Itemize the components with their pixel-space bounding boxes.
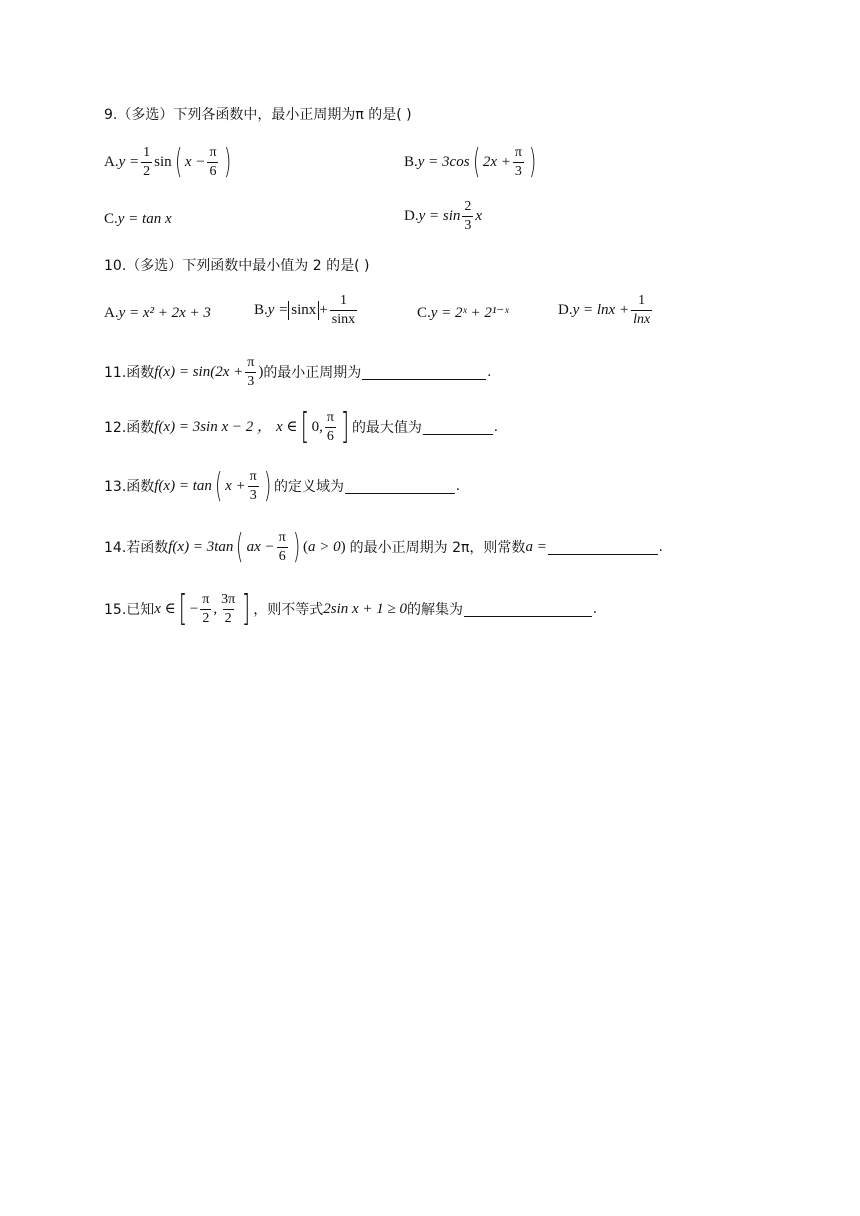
option-label: C. [104, 211, 118, 227]
option-label: D. [404, 208, 419, 224]
math-expr: x ∈ [276, 419, 298, 435]
bracket-right: ] [242, 588, 251, 630]
math-expr: x [475, 208, 483, 224]
q10-stem: 10.（多选）下列函数中最小值为 2 的是( ) [104, 258, 370, 274]
fraction: $\frac{\pi}{2}$ [202, 592, 210, 626]
math-expr: 2x + [482, 154, 511, 170]
q10-option-d [558, 294, 654, 327]
option-label: A. [104, 305, 119, 321]
paren-right: ) [340, 539, 346, 555]
fraction: $\frac{3\pi}{2}$ [221, 592, 236, 626]
math-expr: 0, [311, 419, 323, 435]
func-name: sin [154, 154, 172, 170]
math-expr: , [213, 601, 218, 617]
q10-option-c [417, 306, 509, 321]
paren-left: ( [214, 466, 223, 507]
math-expr: x ∈ [154, 601, 176, 617]
fraction: $\frac{\pi}{6}$ [326, 410, 334, 444]
math-expr: y = 3cos [417, 154, 470, 170]
question-prefix: 12.函数 [104, 419, 155, 436]
question-text: 的最小正周期为 [263, 364, 362, 381]
paren-left: ( [303, 539, 309, 555]
answer-blank[interactable] [362, 365, 486, 380]
option-label: D. [558, 302, 573, 318]
math-expr: 2sin x + 1 ≥ 0 [323, 601, 408, 617]
period: . [487, 364, 492, 380]
q9-option-b [404, 142, 539, 183]
answer-blank[interactable] [345, 479, 455, 494]
answer-blank[interactable] [423, 420, 493, 435]
q9-option-d [404, 200, 482, 233]
paren-right: ) [292, 527, 301, 568]
math-expr: y = tan x [117, 211, 172, 227]
answer-blank[interactable] [548, 540, 658, 555]
math-expr: y = lnx + [572, 302, 630, 318]
q10-option-a [104, 306, 211, 321]
question-text: 的解集为 [407, 601, 464, 618]
fraction: $\frac{1}{2}$ [143, 145, 151, 179]
bracket-right: ] [340, 406, 350, 448]
period: . [456, 478, 460, 494]
math-expr: + [319, 302, 328, 318]
math-expr: y = x² + 2x + 3 [118, 305, 211, 321]
fraction: $\frac{\pi}{6}$ [209, 145, 217, 179]
q14-line [104, 527, 663, 568]
question-prefix: 13.函数 [104, 478, 155, 495]
math-expr: ) [258, 364, 264, 380]
bracket-left: [ [300, 406, 309, 448]
math-expr: f(x) = tan [154, 478, 212, 494]
math-expr: a > 0 [308, 539, 341, 555]
q12-line [104, 406, 498, 448]
question-prefix: 14.若函数 [104, 539, 169, 556]
math-expr: f(x) = sin(2x + [154, 364, 244, 380]
q10-option-b [254, 294, 359, 327]
math-expr: y = [118, 154, 140, 170]
question-prefix: 11.函数 [104, 364, 155, 381]
math-expr: x − [184, 154, 206, 170]
q9-option-a [104, 142, 234, 183]
math-expr: x + [225, 478, 246, 494]
option-label: A. [104, 154, 119, 170]
question-text: 的定义域为 [274, 478, 345, 495]
fraction: $\frac{\pi}{3}$ [247, 355, 255, 389]
q11-line [104, 356, 491, 389]
paren-right: ) [263, 466, 272, 507]
question-text: 的最小正周期为 2π，则常数 [349, 539, 526, 556]
question-text: 的最大值为 [351, 419, 422, 436]
bracket-left: [ [178, 588, 188, 630]
q9-stem: 9.（多选）下列各函数中，最小正周期为π 的是( ) [104, 107, 412, 123]
fraction: $\frac{1}{\sin x}$ [331, 293, 356, 327]
q9-option-c [104, 212, 172, 227]
paren-left: ( [174, 142, 182, 183]
question-prefix: 15.已知 [104, 601, 155, 618]
fraction: $\frac{\pi}{3}$ [514, 145, 522, 179]
answer-blank[interactable] [464, 602, 592, 617]
fraction: $\frac{2}{3}$ [464, 199, 472, 233]
abs-value: sinx [288, 301, 319, 320]
period: . [658, 539, 663, 555]
paren-left: ( [472, 142, 480, 183]
fraction: $\frac{\pi}{6}$ [278, 530, 286, 564]
q15-line [104, 588, 597, 630]
option-label: C. [417, 305, 431, 321]
math-expr: y = sin [418, 208, 461, 224]
option-label: B. [254, 302, 268, 318]
math-expr: f(x) = 3sin x − 2 ， [154, 419, 272, 435]
option-label: B. [404, 154, 418, 170]
period: . [593, 601, 597, 617]
math-expr: f(x) = 3tan [168, 539, 234, 555]
math-expr: ax − [246, 539, 275, 555]
period: . [493, 419, 498, 435]
fraction: $\frac{1}{\ln x}$ [633, 293, 651, 327]
paren-left: ( [236, 527, 244, 568]
q13-line [104, 466, 460, 507]
paren-right: ) [528, 142, 537, 183]
math-expr: − [189, 601, 199, 617]
math-expr: y = 2ˣ + 2¹⁻ˣ [430, 305, 509, 321]
question-text: ，则不等式 [253, 601, 324, 618]
paren-right: ) [223, 142, 231, 183]
math-expr: a = [525, 539, 547, 555]
fraction: $\frac{\pi}{3}$ [249, 469, 257, 503]
math-expr: y = [267, 302, 289, 318]
